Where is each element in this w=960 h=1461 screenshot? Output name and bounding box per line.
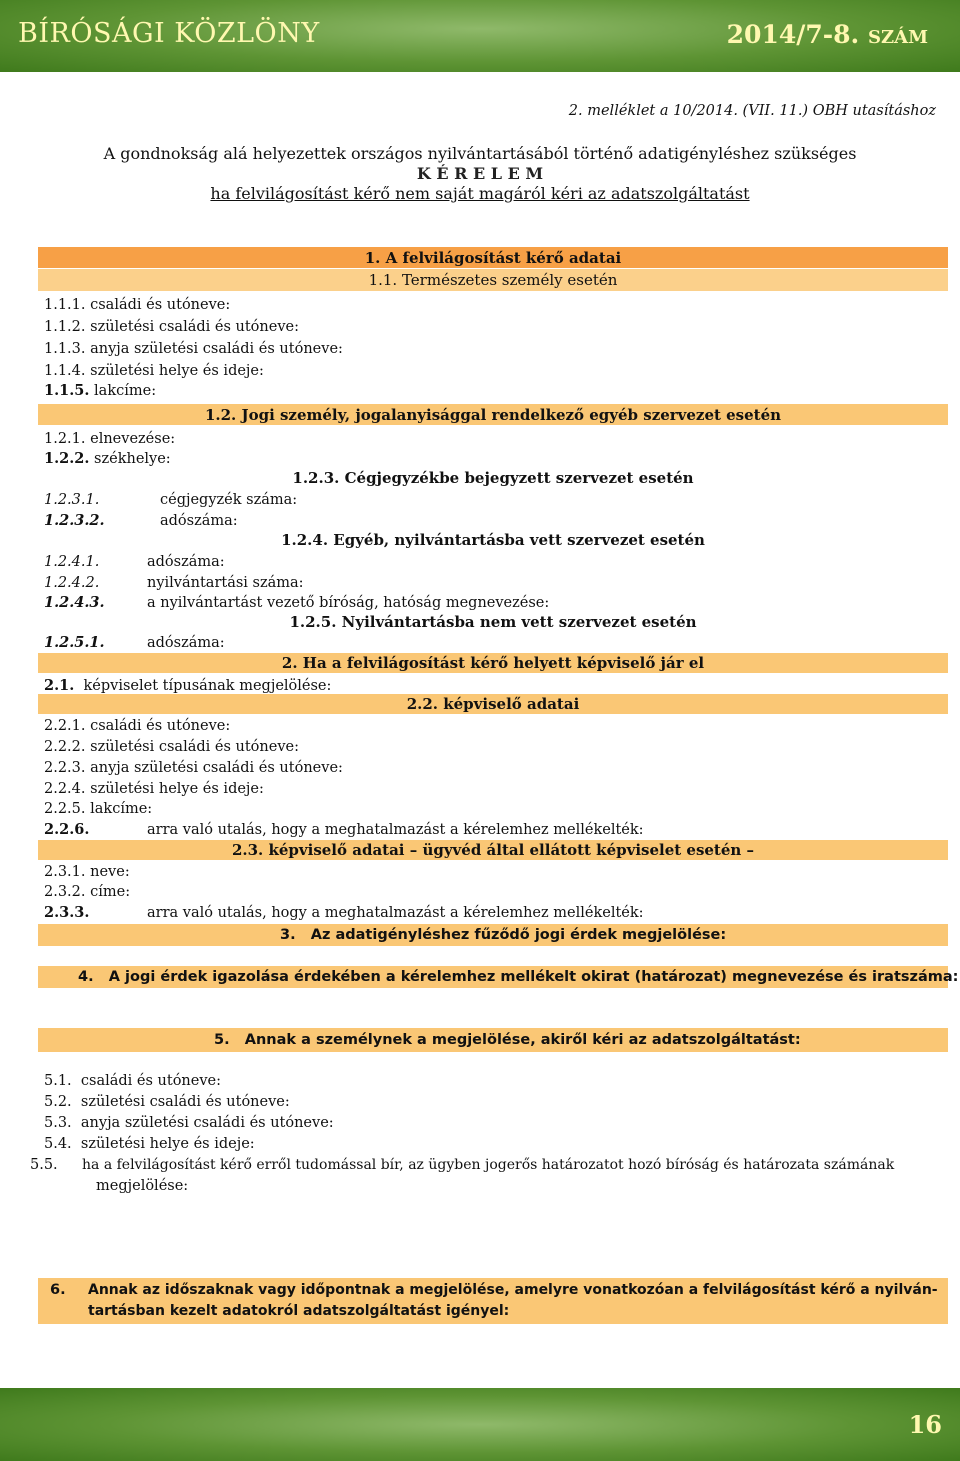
list-item: 2.3.1. neve: (44, 864, 130, 880)
item-label: arra való utalás, hogy a meghatalmazást a kérelemhez mellékelték: (147, 905, 644, 921)
list-item: 5.4. születési helye és ideje: (44, 1136, 255, 1152)
section-3-heading: 3. Az adatigényléshez fűződő jogi érdek megjelölése: (280, 927, 727, 943)
item-number: 1.2.4.2. (44, 575, 100, 591)
annex-reference: 2. melléklet a 10/2014. (VII. 11.) OBH utasításhoz (568, 103, 936, 119)
form-title-line1: A gondnokság alá helyezettek országos nyilvántartásából történő adatigényléshez szükséges (103, 144, 857, 163)
section-1-2-3-heading: 1.2.3. Cégjegyzékbe bejegyzett szervezet esetén (292, 469, 694, 487)
page-number: 16 (908, 1410, 942, 1439)
item-number: 1.2.4.3. (44, 594, 105, 611)
list-item: 2.2.5. lakcíme: (44, 801, 153, 817)
item-number: 1.2.5.1. (44, 634, 105, 651)
item-number: 1.2.3.2. (44, 512, 105, 529)
journal-title: BÍRÓSÁGI KÖZLÖNY (18, 18, 320, 49)
list-item: 1.2.2. székhelye: (44, 450, 171, 467)
item-number: 2.3.3. (44, 904, 90, 921)
item-number: 1.2.4.1. (44, 554, 100, 570)
section-2-heading: 2. Ha a felvilágosítást kérő helyett képviselő jár el (281, 654, 705, 672)
list-item: 1.2.1. elnevezése: (44, 431, 176, 447)
form-title-line2: K É R E L E M (416, 164, 544, 183)
item-label: a nyilvántartást vezető bíróság, hatóság megnevezése: (147, 595, 550, 611)
list-item: 1.1.5. lakcíme: (44, 382, 157, 399)
list-item: 1.1.3. anyja születési családi és utóneve: (44, 341, 343, 357)
section-4-heading: 4. A jogi érdek igazolása érdekében a kérelemhez mellékelt okirat (határozat) megnevezése és iratszáma: (78, 969, 959, 985)
section-1-heading: 1. A felvilágosítást kérő adatai (364, 249, 622, 267)
item-label: cégjegyzék száma: (160, 492, 298, 508)
item-label: adószáma: (160, 513, 238, 529)
list-item: 5.1. családi és utóneve: (44, 1073, 222, 1089)
list-item: 5.2. születési családi és utóneve: (44, 1094, 290, 1110)
section-6-number: 6. (50, 1282, 66, 1298)
page-footer-banner (0, 1388, 960, 1461)
section-6-heading-line1: Annak az időszaknak vagy időpontnak a megjelölése, amelyre vonatkozóan a felvilágosítást kérő a nyilván- (88, 1282, 938, 1298)
item-number: 5.5. (30, 1157, 58, 1173)
item-label: ha a felvilágosítást kérő erről tudomással bír, az ügyben jogerős határozatot hozó bíróság és határozata számának (82, 1157, 895, 1173)
issue-number: 2014/7-8. SZÁM (726, 20, 928, 49)
section-5-heading: 5. Annak a személynek a megjelölése, akiről kéri az adatszolgáltatást: (214, 1032, 801, 1048)
item-number: 1.2.3.1. (44, 492, 100, 508)
item-label: nyilvántartási száma: (147, 575, 304, 591)
item-label-continuation: megjelölése: (96, 1178, 189, 1194)
section-2-3-heading: 2.3. képviselő adatai – ügyvéd által ellátott képviselet esetén – (231, 841, 755, 859)
list-item: 1.1.4. születési helye és ideje: (44, 363, 264, 379)
item-label: adószáma: (147, 635, 225, 651)
section-2-2-heading: 2.2. képviselő adatai (406, 695, 580, 713)
list-item: 2.2.1. családi és utóneve: (44, 718, 231, 734)
section-1-2-heading: 1.2. Jogi személy, jogalanyisággal rendelkező egyéb szervezet esetén (204, 406, 782, 424)
list-item: 2.2.3. anyja születési családi és utóneve: (44, 760, 343, 776)
item-label: adószáma: (147, 554, 225, 570)
list-item: 1.1.1. családi és utóneve: (44, 297, 231, 313)
list-item: 1.1.2. születési családi és utóneve: (44, 319, 299, 335)
item-number: 2.2.6. (44, 821, 90, 838)
section-6-heading-line2: tartásban kezelt adatokról adatszolgáltatást igényel: (88, 1303, 510, 1319)
list-item: 5.3. anyja születési családi és utóneve: (44, 1115, 334, 1131)
item-label: arra való utalás, hogy a meghatalmazást a kérelemhez mellékelték: (147, 822, 644, 838)
form-title-line3: ha felvilágosítást kérő nem saját magáról kéri az adatszolgáltatást (210, 184, 750, 203)
list-item: 2.3.2. címe: (44, 884, 131, 900)
list-item: 2.1. képviselet típusának megjelölése: (44, 677, 332, 694)
section-1-2-4-heading: 1.2.4. Egyéb, nyilvántartásba vett szervezet esetén (281, 531, 705, 549)
list-item: 2.2.2. születési családi és utóneve: (44, 739, 299, 755)
section-1-2-5-heading: 1.2.5. Nyilvántartásba nem vett szervezet esetén (289, 613, 697, 631)
section-1-1-heading: 1.1. Természetes személy esetén (368, 271, 618, 289)
list-item: 2.2.4. születési helye és ideje: (44, 781, 264, 797)
